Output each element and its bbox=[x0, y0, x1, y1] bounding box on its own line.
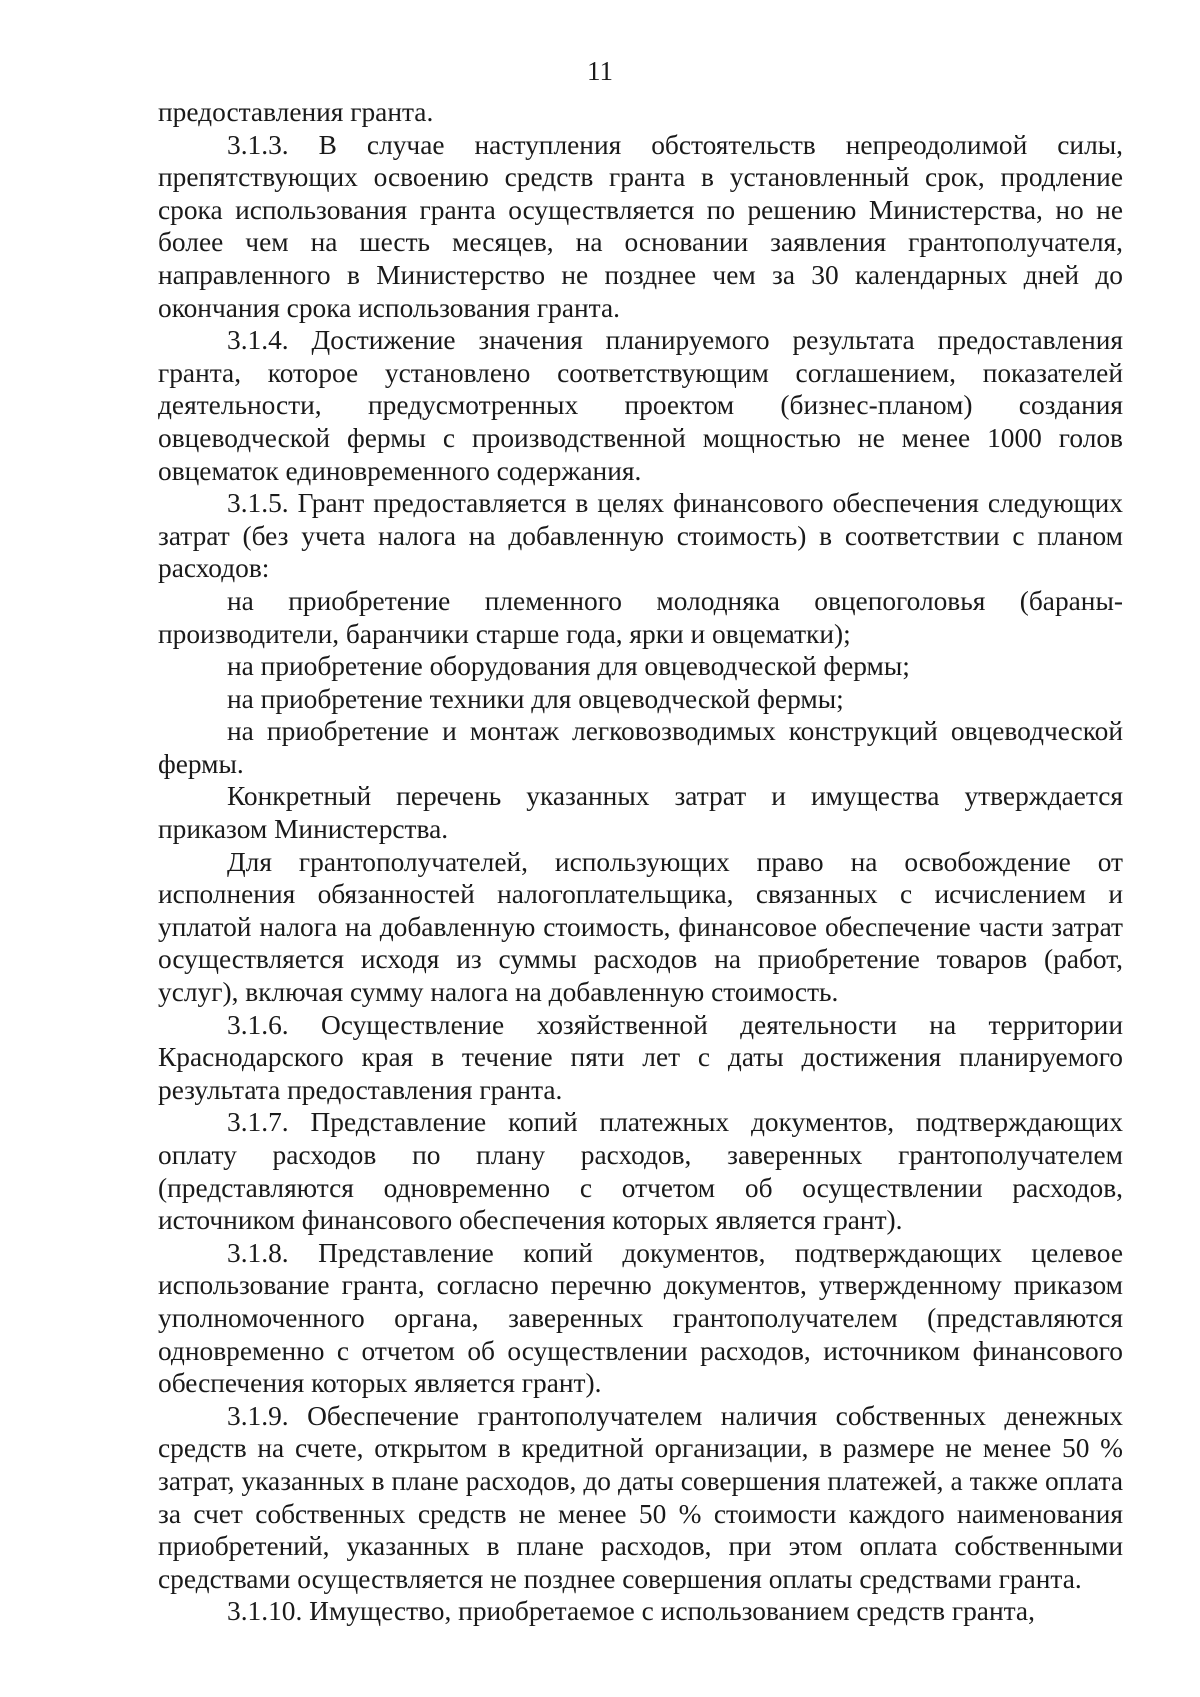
list-item-equipment: на приобретение оборудования для овцеводческой фермы; bbox=[227, 651, 910, 682]
paragraph-3-1-5: 3.1.5. Грант предоставляется в целях финансового обеспечения следующих затрат (без учета налога на добавленную стоимость) в соответствии с планом расходов: bbox=[158, 488, 1123, 584]
paragraph-3-1-4: 3.1.4. Достижение значения планируемого результата предоставления гранта, которое установлено соответствующим соглашением, показателей деятельности, предусмотренных проектом (бизнес-планом) создания овцеводческой фермы с производственной мощностью не менее 1000 голов овцематок единовременного содержания. bbox=[158, 325, 1123, 486]
paragraph-continuation: предоставления гранта. bbox=[158, 97, 434, 127]
paragraph-3-1-9: 3.1.9. Обеспечение грантополучателем наличия собственных денежных средств на счете, открытом в кредитной организации, в размере не менее 50 % затрат, указанных в плане расходов, до даты совершения платежей, а также оплата за счет собственных средств не менее 50 % стоимости каждого наименования приобретений, указанных в плане расходов, при этом оплата собственными средствами осуществляется не позднее совершения оплаты средствами гранта. bbox=[158, 1400, 1123, 1594]
paragraph-3-1-8: 3.1.8. Представление копий документов, подтверждающих целевое использование гранта, согласно перечню документов, утвержденному приказом уполномоченного органа, заверенных грантополучателем (представляются одновременно с отчетом об осуществлении расходов, источником финансового обеспечения которых является грант). bbox=[158, 1237, 1123, 1399]
paragraph-3-1-6: 3.1.6. Осуществление хозяйственной деятельности на территории Краснодарского края в течение пяти лет с даты достижения планируемого результата предоставления гранта. bbox=[158, 1009, 1123, 1105]
page-number: 11 bbox=[587, 56, 613, 86]
list-item-breeding-stock: на приобретение племенного молодняка овцепоголовья (бараны-производители, баранчики старше года, ярки и овцематки); bbox=[158, 585, 1123, 649]
paragraph-3-1-10: 3.1.10. Имущество, приобретаемое с использованием средств гранта, bbox=[227, 1596, 1035, 1627]
document-text-body bbox=[158, 96, 1123, 1628]
paragraph-3-1-7: 3.1.7. Представление копий платежных документов, подтверждающих оплату расходов по плану расходов, заверенных грантополучателем (представляются одновременно с отчетом об осуществлении расходов, источником финансового обеспечения которых является грант). bbox=[158, 1107, 1123, 1236]
paragraph-vat-exemption: Для грантополучателей, использующих право на освобождение от исполнения обязанностей налогоплательщика, связанных с исчислением и уплатой налога на добавленную стоимость, финансовое обеспечение части затрат осуществляется исходя из суммы расходов на приобретение товаров (работ, услуг), включая сумму налога на добавленную стоимость. bbox=[158, 846, 1123, 1008]
list-item-constructions: на приобретение и монтаж легковозводимых конструкций овцеводческой фермы. bbox=[158, 716, 1123, 779]
list-item-machinery: на приобретение техники для овцеводческой фермы; bbox=[227, 683, 844, 714]
paragraph-expense-list: Конкретный перечень указанных затрат и имущества утверждается приказом Министерства. bbox=[158, 781, 1123, 845]
paragraph-3-1-3: 3.1.3. В случае наступления обстоятельств непреодолимой силы, препятствующих освоению средств гранта в установленный срок, продление срока использования гранта осуществляется по решению Министерства, но не более чем на шесть месяцев, на основании заявления грантополучателя, направленного в Министерство не позднее чем за 30 календарных дней до окончания срока использования гранта. bbox=[158, 129, 1123, 323]
